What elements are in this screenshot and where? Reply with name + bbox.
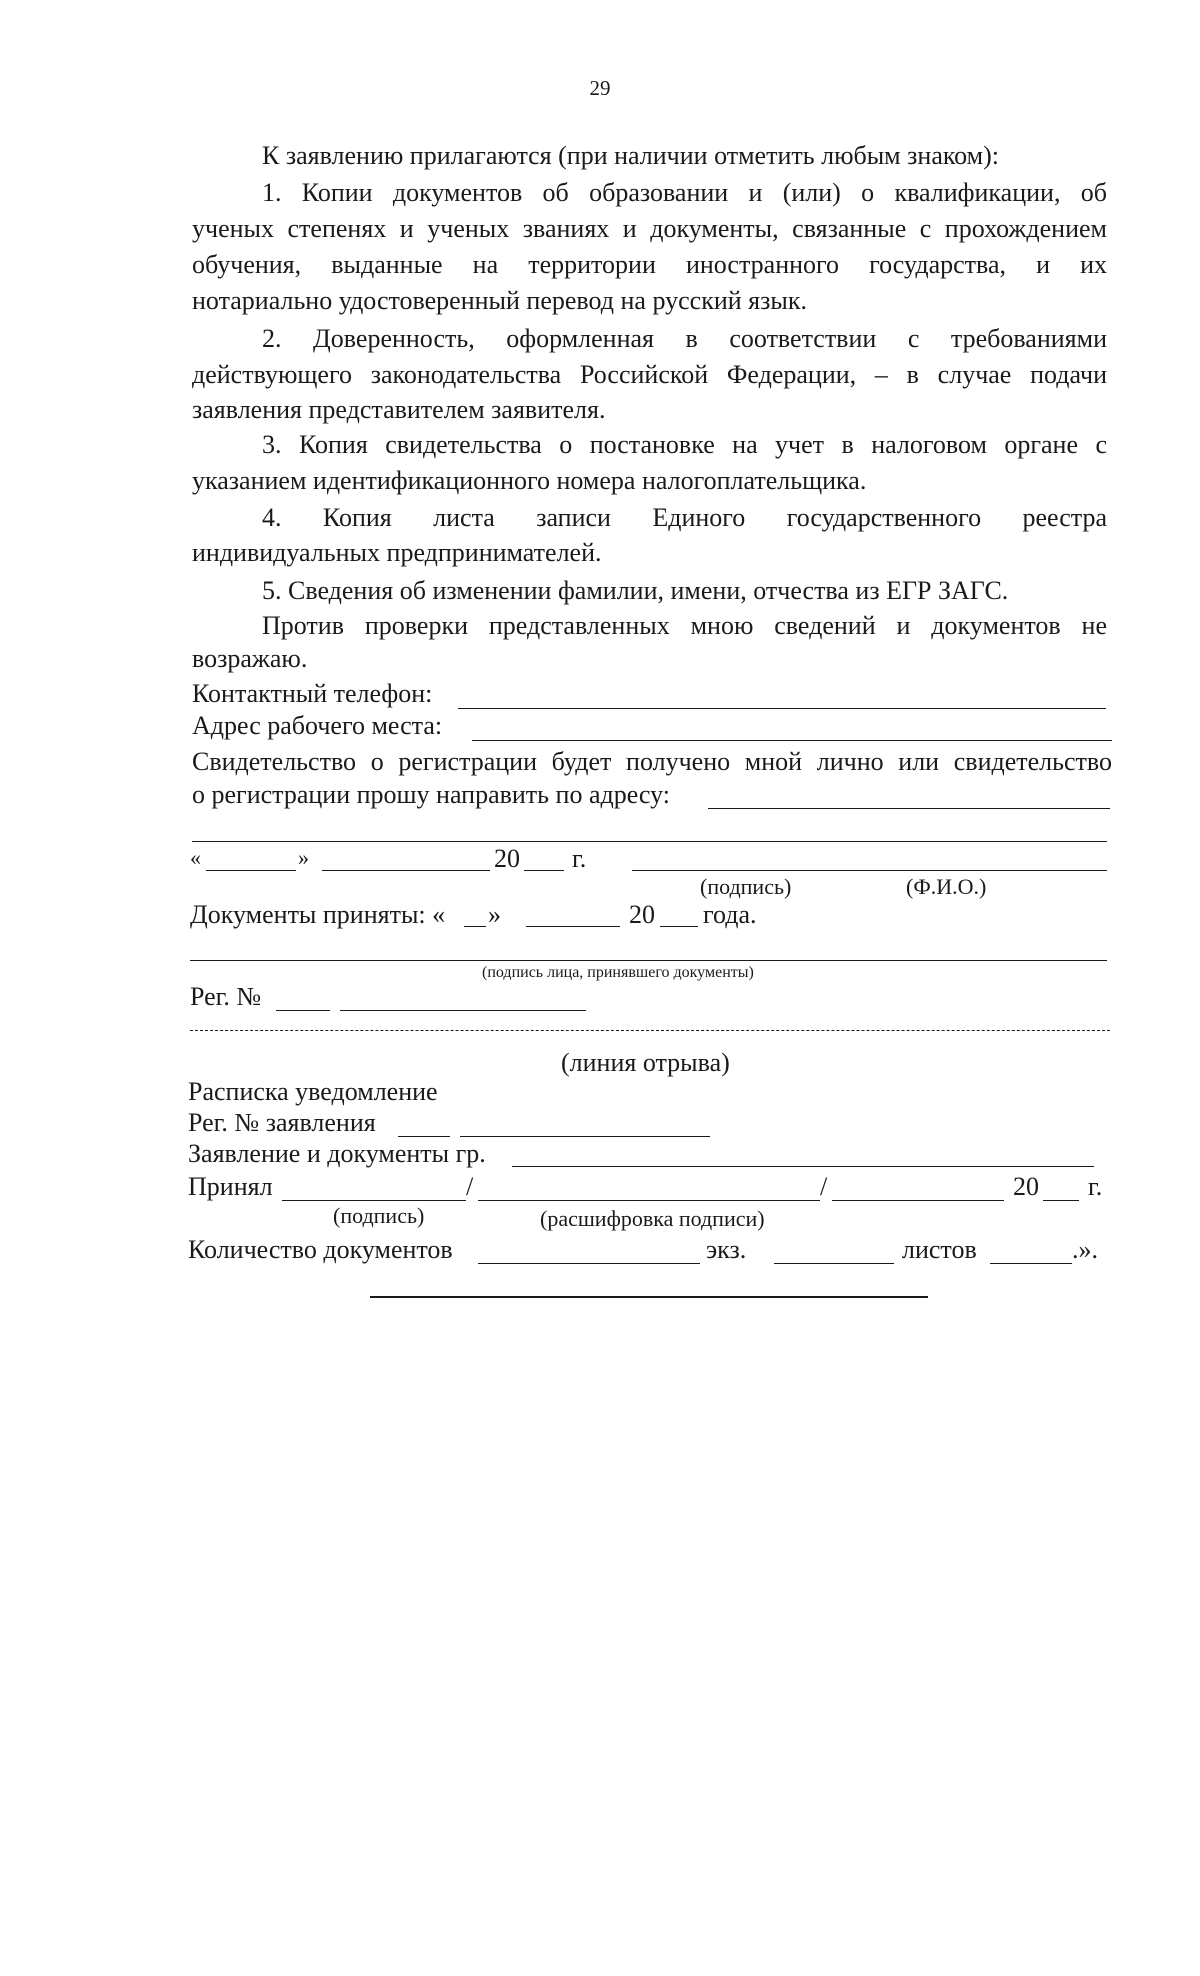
receipt-statement-label: Заявление и документы гр. (188, 1139, 486, 1168)
item1-line3: обучения, выданные на территории иностранного государства, и их (192, 250, 1107, 279)
mailing-address-field[interactable] (708, 808, 1110, 809)
page-number: 29 (589, 76, 611, 100)
address-label: Адрес рабочего места: (192, 711, 443, 740)
tear-line-label: (линия отрыва) (561, 1048, 730, 1077)
receipt-decoding-field[interactable] (478, 1200, 820, 1201)
reg-number-label: Рег. № (190, 982, 262, 1011)
receipt-end-mark: .». (1072, 1235, 1098, 1264)
receipt-accepted-label: Принял (188, 1172, 273, 1201)
receipt-slash-1: / (466, 1172, 474, 1201)
address-field[interactable] (472, 740, 1112, 741)
fio-caption: (Ф.И.О.) (906, 874, 987, 899)
phone-label: Контактный телефон: (192, 679, 433, 708)
docs-accepted-label: Документы приняты: « (190, 900, 446, 929)
docs-year-field[interactable] (660, 926, 698, 927)
attachments-intro: К заявлению прилагаются (при наличии отметить любым знаком): (262, 141, 1000, 170)
docs-month-field[interactable] (526, 926, 620, 927)
date-year-field[interactable] (524, 870, 564, 871)
item4-line2: индивидуальных предпринимателей. (192, 538, 602, 567)
closing-rule (370, 1296, 928, 1298)
certificate-line1: Свидетельство о регистрации будет получено мной лично или свидетельство (192, 747, 1112, 776)
item4-line1: 4. Копия листа записи Единого государственного реестра (262, 503, 1107, 532)
receipt-decoding-caption: (расшифровка подписи) (540, 1206, 765, 1231)
docs-day-field[interactable] (464, 926, 486, 927)
receipt-date-field[interactable] (832, 1200, 1004, 1201)
receipt-year-field[interactable] (1043, 1200, 1079, 1201)
item2-line1: 2. Доверенность, оформленная в соответствии с требованиями (262, 324, 1107, 353)
receipt-signature-field[interactable] (282, 1200, 466, 1201)
receipt-sheets-field[interactable] (990, 1263, 1072, 1264)
receipt-sheets-label: листов (902, 1235, 977, 1264)
consent-line1: Против проверки представленных мною сведений и документов не (262, 611, 1107, 640)
mailing-address-field-2[interactable] (192, 841, 1107, 842)
reg-number-prefix-field[interactable] (276, 1010, 330, 1011)
receipt-slash-2: / (820, 1172, 828, 1201)
receipt-reg-field[interactable] (460, 1136, 710, 1137)
item1-line1: 1. Копии документов об образовании и (или) о квалификации, об (262, 178, 1107, 207)
docs-accepted-close: » (488, 900, 501, 929)
item1-line2: ученых степенях и ученых званиях и документы, связанные с прохождением (192, 214, 1107, 243)
receipt-count-label: Количество документов (188, 1235, 453, 1264)
item2-line3: заявления представителем заявителя. (192, 395, 606, 424)
acceptor-signature-field[interactable] (190, 960, 1107, 961)
date-day-field[interactable] (206, 870, 296, 871)
date-year-suffix: г. (572, 844, 587, 873)
receipt-title: Расписка уведомление (188, 1077, 438, 1106)
phone-field[interactable] (458, 708, 1106, 709)
tear-line (190, 1030, 1110, 1031)
item3-line2: указанием идентификационного номера налогоплательщика. (192, 466, 867, 495)
date-open-quote: « (190, 845, 201, 870)
item1-line4: нотариально удостоверенный перевод на русский язык. (192, 286, 807, 315)
receipt-signature-caption: (подпись) (333, 1203, 425, 1228)
date-year-prefix: 20 (494, 844, 520, 873)
reg-number-field[interactable] (340, 1010, 586, 1011)
item3-line1: 3. Копия свидетельства о постановке на учет в налоговом органе с (262, 430, 1107, 459)
item5: 5. Сведения об изменении фамилии, имени, отчества из ЕГР ЗАГС. (262, 576, 1009, 605)
receipt-count-field[interactable] (478, 1263, 700, 1264)
date-close-quote: » (298, 845, 309, 870)
signature-caption: (подпись) (700, 874, 792, 899)
signature-fio-field[interactable] (632, 870, 1107, 871)
docs-year-suffix: года. (703, 900, 757, 929)
acceptor-caption: (подпись лица, принявшего документы) (482, 964, 754, 981)
date-month-field[interactable] (322, 870, 490, 871)
item2-line2: действующего законодательства Российской Федерации, – в случае подачи (192, 360, 1107, 389)
docs-year-prefix: 20 (629, 900, 655, 929)
receipt-citizen-field[interactable] (512, 1166, 1094, 1167)
receipt-year-prefix: 20 (1013, 1172, 1039, 1201)
receipt-year-suffix: г. (1088, 1172, 1103, 1201)
receipt-reg-label: Рег. № заявления (188, 1108, 376, 1137)
receipt-copies-label: экз. (706, 1235, 747, 1264)
consent-line2: возражаю. (192, 644, 308, 673)
certificate-line2: о регистрации прошу направить по адресу: (192, 780, 670, 809)
receipt-copies-field[interactable] (774, 1263, 894, 1264)
